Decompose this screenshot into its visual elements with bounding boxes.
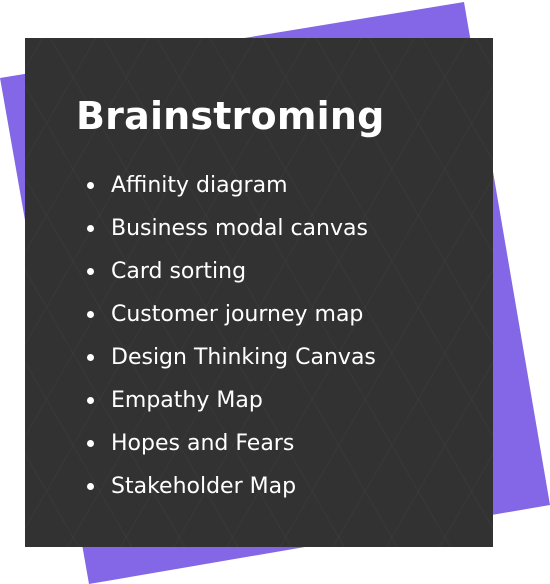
bullet-dot <box>87 225 94 232</box>
bullet-dot <box>87 182 94 189</box>
list-item <box>87 164 376 207</box>
bullet-dot <box>87 354 94 361</box>
list-item-label: Design Thinking Canvas <box>111 345 376 370</box>
method-list <box>87 164 376 508</box>
list-item <box>87 293 376 336</box>
list-item-label: Card sorting <box>111 259 247 284</box>
list-item <box>87 465 376 508</box>
list-item-label: Affinity diagram <box>111 173 288 198</box>
bullet-dot <box>87 397 94 404</box>
list-item-label: Empathy Map <box>111 388 263 413</box>
list-item-label: Customer journey map <box>111 302 364 327</box>
methods-card <box>25 38 493 547</box>
bullet-dot <box>87 440 94 447</box>
list-item <box>87 250 376 293</box>
bullet-dot <box>87 483 94 490</box>
bullet-dot <box>87 311 94 318</box>
card-title: Brainstroming <box>76 94 385 138</box>
list-item-label: Hopes and Fears <box>111 431 295 456</box>
list-item <box>87 336 376 379</box>
list-item-label: Business modal canvas <box>111 216 368 241</box>
bullet-dot <box>87 268 94 275</box>
list-item-label: Stakeholder Map <box>111 474 297 499</box>
list-item <box>87 379 376 422</box>
list-item <box>87 207 376 250</box>
list-item <box>87 422 376 465</box>
